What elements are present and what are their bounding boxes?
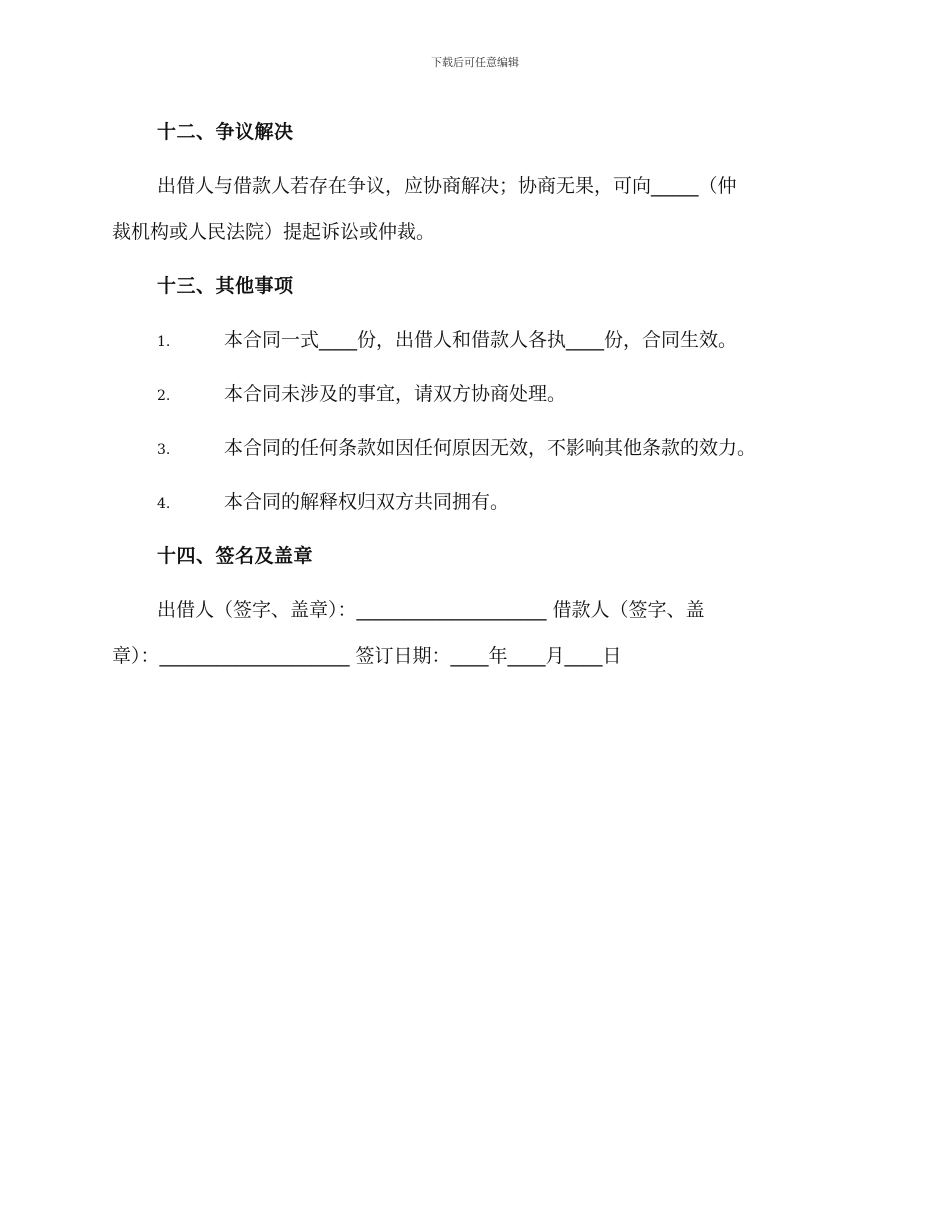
list-item-number: 2. (157, 388, 171, 404)
signature-line-1: 出借人（签字、盖章）：____________________ 借款人（签字、盖 (157, 599, 705, 621)
dispute-paragraph-line-1: 出借人与借款人若存在争议，应协商解决；协商无果，可向_____（仲 (157, 175, 737, 197)
page-header: 下载后可任意编辑 (431, 56, 519, 69)
list-item-text: 本合同一式____份，出借人和借款人各执____份，合同生效。 (224, 329, 738, 351)
list-item-text: 本合同未涉及的事宜，请双方协商处理。 (224, 383, 567, 405)
list-item-number: 3. (157, 442, 171, 458)
list-item (157, 433, 756, 460)
section-heading-signature: 十四、签名及盖章 (157, 545, 314, 567)
section-heading-other: 十三、其他事项 (157, 275, 294, 297)
signature-line-2: 章）：____________________ 签订日期：____年____月____日 (112, 645, 622, 667)
dispute-paragraph-line-2: 裁机构或人民法院）提起诉讼或仲裁。 (112, 221, 436, 243)
section-heading-dispute: 十二、争议解决 (157, 121, 294, 143)
list-item (157, 379, 566, 406)
list-item-number: 1. (157, 334, 171, 350)
list-item (157, 487, 509, 514)
list-item-number: 4. (157, 496, 171, 512)
list-item (157, 325, 737, 352)
list-item-text: 本合同的解释权归双方共同拥有。 (224, 491, 510, 513)
list-item-text: 本合同的任何条款如因任何原因无效，不影响其他条款的效力。 (224, 437, 757, 459)
